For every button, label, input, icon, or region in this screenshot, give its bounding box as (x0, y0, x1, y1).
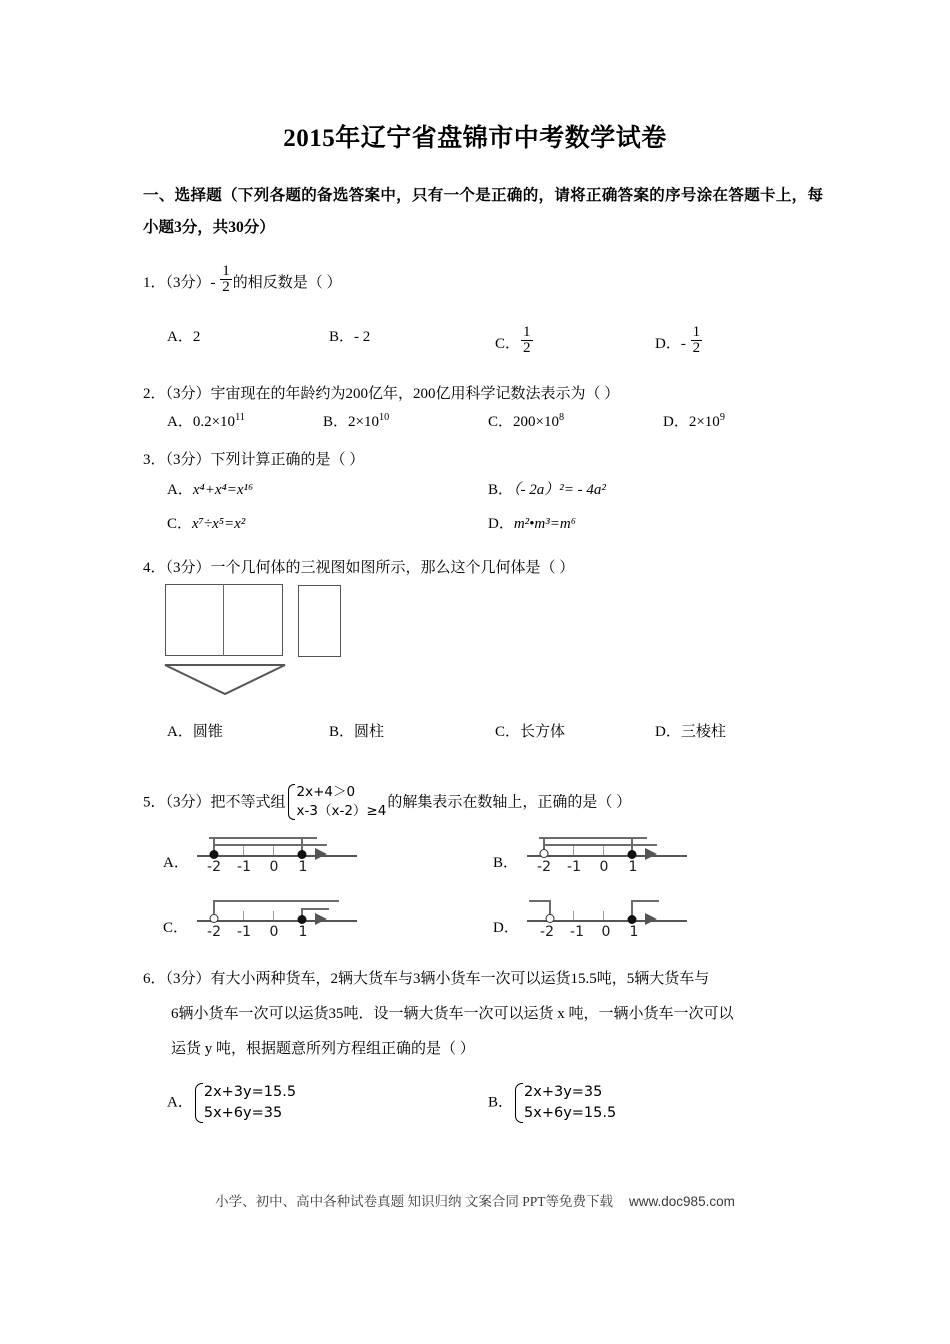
numberline-C-graphic: -2 -1 0 1 (197, 898, 367, 942)
front-view-rectangle (165, 584, 283, 656)
bracket-top2-B (543, 844, 657, 846)
front-view-divider-line (223, 584, 224, 656)
fraction-numerator: 1 (222, 263, 230, 279)
option-4-A[interactable]: A．圆锥 (167, 724, 223, 740)
question-5-stem-prefix: 5．（3分）把不等式组 (143, 794, 286, 811)
option-5-C-label: C． (163, 920, 189, 936)
bracket-stub-C (301, 908, 329, 910)
question-5-stem-suffix: 的解集表示在数轴上，正确的是（ ） (387, 794, 632, 811)
question-3-options-row-2 (143, 512, 843, 542)
question-1-options (143, 325, 843, 355)
bracket-top-C (213, 900, 339, 902)
option-1-B[interactable]: B．- 2 (329, 329, 371, 345)
footer-text: 小学、初中、高中各种试卷真题 知识归纳 文案合同 PPT等免费下载 (215, 1194, 614, 1209)
question-3-options-row-1 (143, 478, 843, 508)
question-3-stem: 3．（3分）下列计算正确的是（ ） (143, 452, 365, 468)
fraction-denominator: 2 (222, 279, 230, 296)
marker-D-left (546, 914, 555, 923)
tick-C-2 (273, 911, 274, 920)
question-6-stem-line-1: 6．（3分）有大小两种货车，2辆大货车与3辆小货车一次可以运货15.5吨，5辆大货车与 (143, 971, 710, 987)
option-6-B-system: 2x+3y=35 5x+6y=15.5 (513, 1082, 616, 1124)
option-2-A[interactable]: A．$0.2\times 10^{11}$ (167, 412, 245, 430)
option-1-D-sign: - (680, 335, 690, 352)
numberline-option-B[interactable] (493, 833, 683, 877)
bracket-top2-A (213, 844, 327, 846)
option-6-B[interactable]: B． 2x+3y=35 5x+6y=15.5 (488, 1082, 616, 1124)
option-4-D[interactable]: D．三棱柱 (655, 724, 726, 740)
triangle-svg (163, 662, 287, 696)
question-4-options (143, 720, 843, 750)
option-3-D[interactable]: D．m²•m³=m⁶ (488, 516, 576, 532)
question-4-stem: 4．（3分）一个几何体的三视图如图所示，那么这个几何体是（ ） (143, 560, 575, 576)
tick-C-1 (243, 911, 244, 920)
option-2-D[interactable]: D．$2\times 10^9$ (663, 412, 725, 430)
tick-B-1 (573, 846, 574, 855)
question-2-stem: 2．（3分）宇宙现在的年龄约为200亿年，200亿用科学记数法表示为（ ） (143, 386, 620, 402)
question-5-stem (143, 783, 631, 821)
option-5-B-label: B． (493, 855, 519, 871)
three-view-figure (160, 580, 390, 700)
tick-A-1 (243, 846, 244, 855)
option-6-A[interactable]: A． 2x+3y=15.5 5x+6y=35 (167, 1082, 296, 1124)
footer (0, 1190, 950, 1210)
marker-D-right (628, 915, 637, 924)
option-4-C[interactable]: C．长方体 (495, 724, 566, 740)
option-1-C[interactable]: C． $\frac{1}{2}$ (495, 324, 531, 357)
axis-arrow-B (645, 848, 657, 860)
marker-B-left (540, 849, 549, 858)
numberline-option-D[interactable] (493, 898, 683, 942)
option-3-C[interactable]: C．x⁷÷x⁵=x² (167, 516, 246, 532)
page-title: 2015年辽宁省盘锦市中考数学试卷 (283, 125, 667, 152)
option-1-A[interactable]: A．2 (167, 329, 201, 345)
option-1-D[interactable]: D．- $\frac{1}{2}$ (655, 324, 701, 357)
question-1-stem (143, 264, 342, 298)
question-6-stem-line-2: 6辆小货车一次可以运货35吨．设一辆大货车一次可以运货 x 吨，一辆小货车一次可以 (171, 1006, 734, 1022)
option-5-D-label: D． (493, 920, 519, 936)
question-2-options (143, 410, 843, 440)
option-5-A-label: A． (163, 855, 189, 871)
bracket-stub-right-D (631, 900, 659, 902)
option-3-B[interactable]: B．（- 2a）²= - 4a² (488, 482, 606, 498)
footer-url[interactable]: www.doc985.com (629, 1194, 735, 1209)
question-6-stem-line-3: 运货 y 吨，根据题意所列方程组正确的是（ ） (171, 1041, 475, 1057)
numberline-option-A[interactable] (163, 833, 353, 877)
question-1-fraction (220, 264, 232, 296)
question-5-system: 2x+4＞0 x-3（x-2）≥4 (287, 783, 387, 821)
axis-arrow-A (315, 848, 327, 860)
tick-A-2 (273, 846, 274, 855)
tick-B-2 (603, 846, 604, 855)
top-view-triangle (163, 662, 287, 696)
axis-arrow-D (645, 913, 657, 925)
axis-line-B (527, 855, 687, 857)
numberline-D-graphic: -2 -1 0 1 (527, 898, 697, 942)
option-3-A[interactable]: A．x⁴+x⁴=x¹⁶ (167, 482, 254, 498)
option-2-B[interactable]: B．$2\times 10^{10}$ (323, 412, 390, 430)
question-6-options (143, 1066, 843, 1126)
marker-A-right (298, 850, 307, 859)
option-1-D-fraction: $\frac{1}{2}$ (692, 324, 701, 357)
numberline-A-graphic: -2 -1 0 1 (197, 833, 357, 877)
section-heading: 一、选择题（下列各题的备选答案中，只有一个是正确的，请将正确答案的序号涂在答题卡上，每小题3分，共30分） (143, 187, 823, 236)
option-4-B[interactable]: B．圆柱 (329, 724, 385, 740)
tick-D-1 (573, 911, 574, 920)
question-1-stem-suffix: 的相反数是（ ） (232, 274, 342, 291)
axis-line-A (197, 855, 357, 857)
bracket-stub-left-D (529, 900, 551, 902)
option-6-A-system: 2x+3y=15.5 5x+6y=35 (193, 1082, 296, 1124)
option-2-C[interactable]: C．$200\times 10^8$ (488, 412, 565, 430)
marker-B-right (628, 850, 637, 859)
option-1-C-fraction: $\frac{1}{2}$ (523, 324, 531, 357)
numberline-B-graphic: -2 -1 0 1 (527, 833, 687, 877)
marker-C-left (210, 914, 219, 923)
tick-D-2 (603, 911, 604, 920)
axis-line-C (197, 920, 357, 922)
bracket-left-C (213, 900, 215, 914)
marker-A-left (210, 850, 219, 859)
marker-C-right (298, 915, 307, 924)
numberline-option-C[interactable] (163, 898, 353, 942)
axis-arrow-C (315, 913, 327, 925)
side-view-rectangle (298, 585, 341, 657)
question-1-number: 1．（3分）- (143, 274, 220, 291)
